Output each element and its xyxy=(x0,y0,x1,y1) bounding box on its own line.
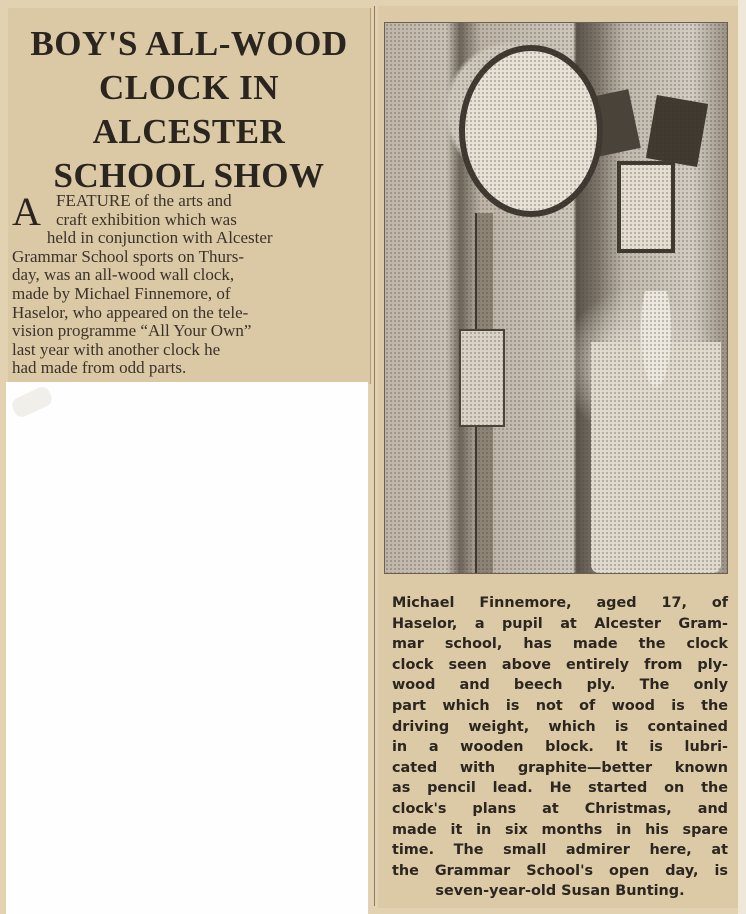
article-line: craft exhibition which was xyxy=(56,209,237,229)
caption-line: in a wooden block. It is lubri- xyxy=(392,739,728,756)
article-line: made by Michael Finnemore, of xyxy=(12,283,231,303)
smudge-mark xyxy=(10,384,55,419)
halftone-screen xyxy=(385,23,727,573)
caption-line: the Grammar School's open day, is xyxy=(392,862,728,879)
caption-line: cated with graphite—better known xyxy=(392,759,728,776)
news-photo xyxy=(384,22,728,574)
caption-line: clock seen above entirely from ply- xyxy=(392,656,728,673)
caption-line: Haselor, a pupil at Alcester Gram- xyxy=(392,615,728,632)
caption-line: made it in six months in his spare xyxy=(392,821,728,838)
caption-line: mar school, has made the clock xyxy=(392,636,728,653)
article-line: day, was an all-wood wall clock, xyxy=(12,265,235,285)
caption-line: wood and beech ply. The only xyxy=(392,677,728,694)
drop-cap: A xyxy=(12,189,41,234)
article-body xyxy=(12,189,358,378)
caption-line: seven-year-old Susan Bunting. xyxy=(435,883,685,900)
caption-line: time. The small admirer here, at xyxy=(392,842,728,859)
column-rule xyxy=(374,6,375,906)
article-line: Grammar School sports on Thurs- xyxy=(12,246,244,266)
headline-line: BOY'S ALL-WOOD xyxy=(30,24,348,63)
article-line: FEATURE of the arts and xyxy=(56,191,232,210)
article-line: Haselor, who appeared on the tele- xyxy=(12,302,249,322)
caption-line: clock's plans at Christmas, and xyxy=(392,800,728,817)
article-line: held in conjunction with Alcester xyxy=(46,228,273,248)
article-line: vision programme “All Your Own” xyxy=(12,321,252,341)
caption-line: Michael Finnemore, aged 17, of xyxy=(392,595,728,611)
redacted-area xyxy=(6,382,368,914)
paper-edge xyxy=(738,0,746,914)
article-line: last year with another clock he xyxy=(12,339,221,359)
caption-line: part which is not of wood is the xyxy=(392,697,728,714)
article-line: had made from odd parts. xyxy=(12,358,187,378)
caption-line: driving weight, which is contained xyxy=(392,718,728,735)
headline-line: CLOCK IN xyxy=(99,68,279,107)
caption-line: as pencil lead. He started on the xyxy=(392,780,728,797)
headline xyxy=(8,22,370,198)
headline-line: SCHOOL SHOW xyxy=(53,156,325,195)
headline-line: ALCESTER xyxy=(92,112,286,151)
photo-caption xyxy=(392,593,728,902)
